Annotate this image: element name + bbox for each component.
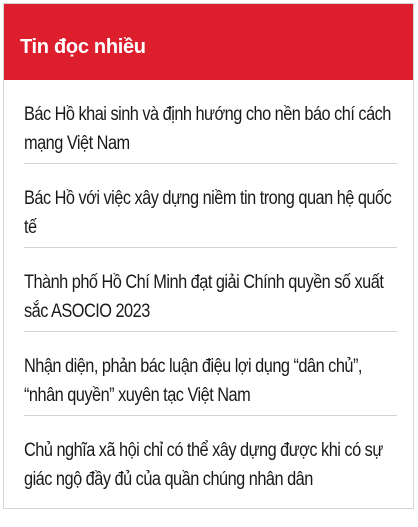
most-read-list: [4, 80, 413, 500]
widget-header: [4, 4, 413, 80]
list-item[interactable]: [24, 164, 397, 248]
list-item[interactable]: [24, 332, 397, 416]
most-read-widget: [3, 3, 414, 509]
article-link[interactable]: Bác Hồ với việc xây dựng niềm tin trong quan hệ quốc tế: [24, 188, 392, 238]
article-link[interactable]: Thành phố Hồ Chí Minh đạt giải Chính quyền số xuất sắc ASOCIO 2023: [24, 272, 384, 322]
list-item[interactable]: [24, 248, 397, 332]
article-link[interactable]: Chủ nghĩa xã hội chỉ có thể xây dựng được khi có sự giác ngộ đầy đủ của quần chúng nhân dân: [24, 440, 383, 490]
list-item[interactable]: [24, 80, 397, 164]
page-background: [0, 509, 418, 527]
article-link[interactable]: Bác Hồ khai sinh và định hướng cho nền báo chí cách mạng Việt Nam: [24, 104, 391, 154]
widget-title: Tin đọc nhiều: [20, 36, 146, 58]
list-item[interactable]: [24, 416, 397, 500]
article-link[interactable]: Nhận diện, phản bác luận điệu lợi dụng “dân chủ”, “nhân quyền” xuyên tạc Việt Nam: [24, 356, 362, 406]
